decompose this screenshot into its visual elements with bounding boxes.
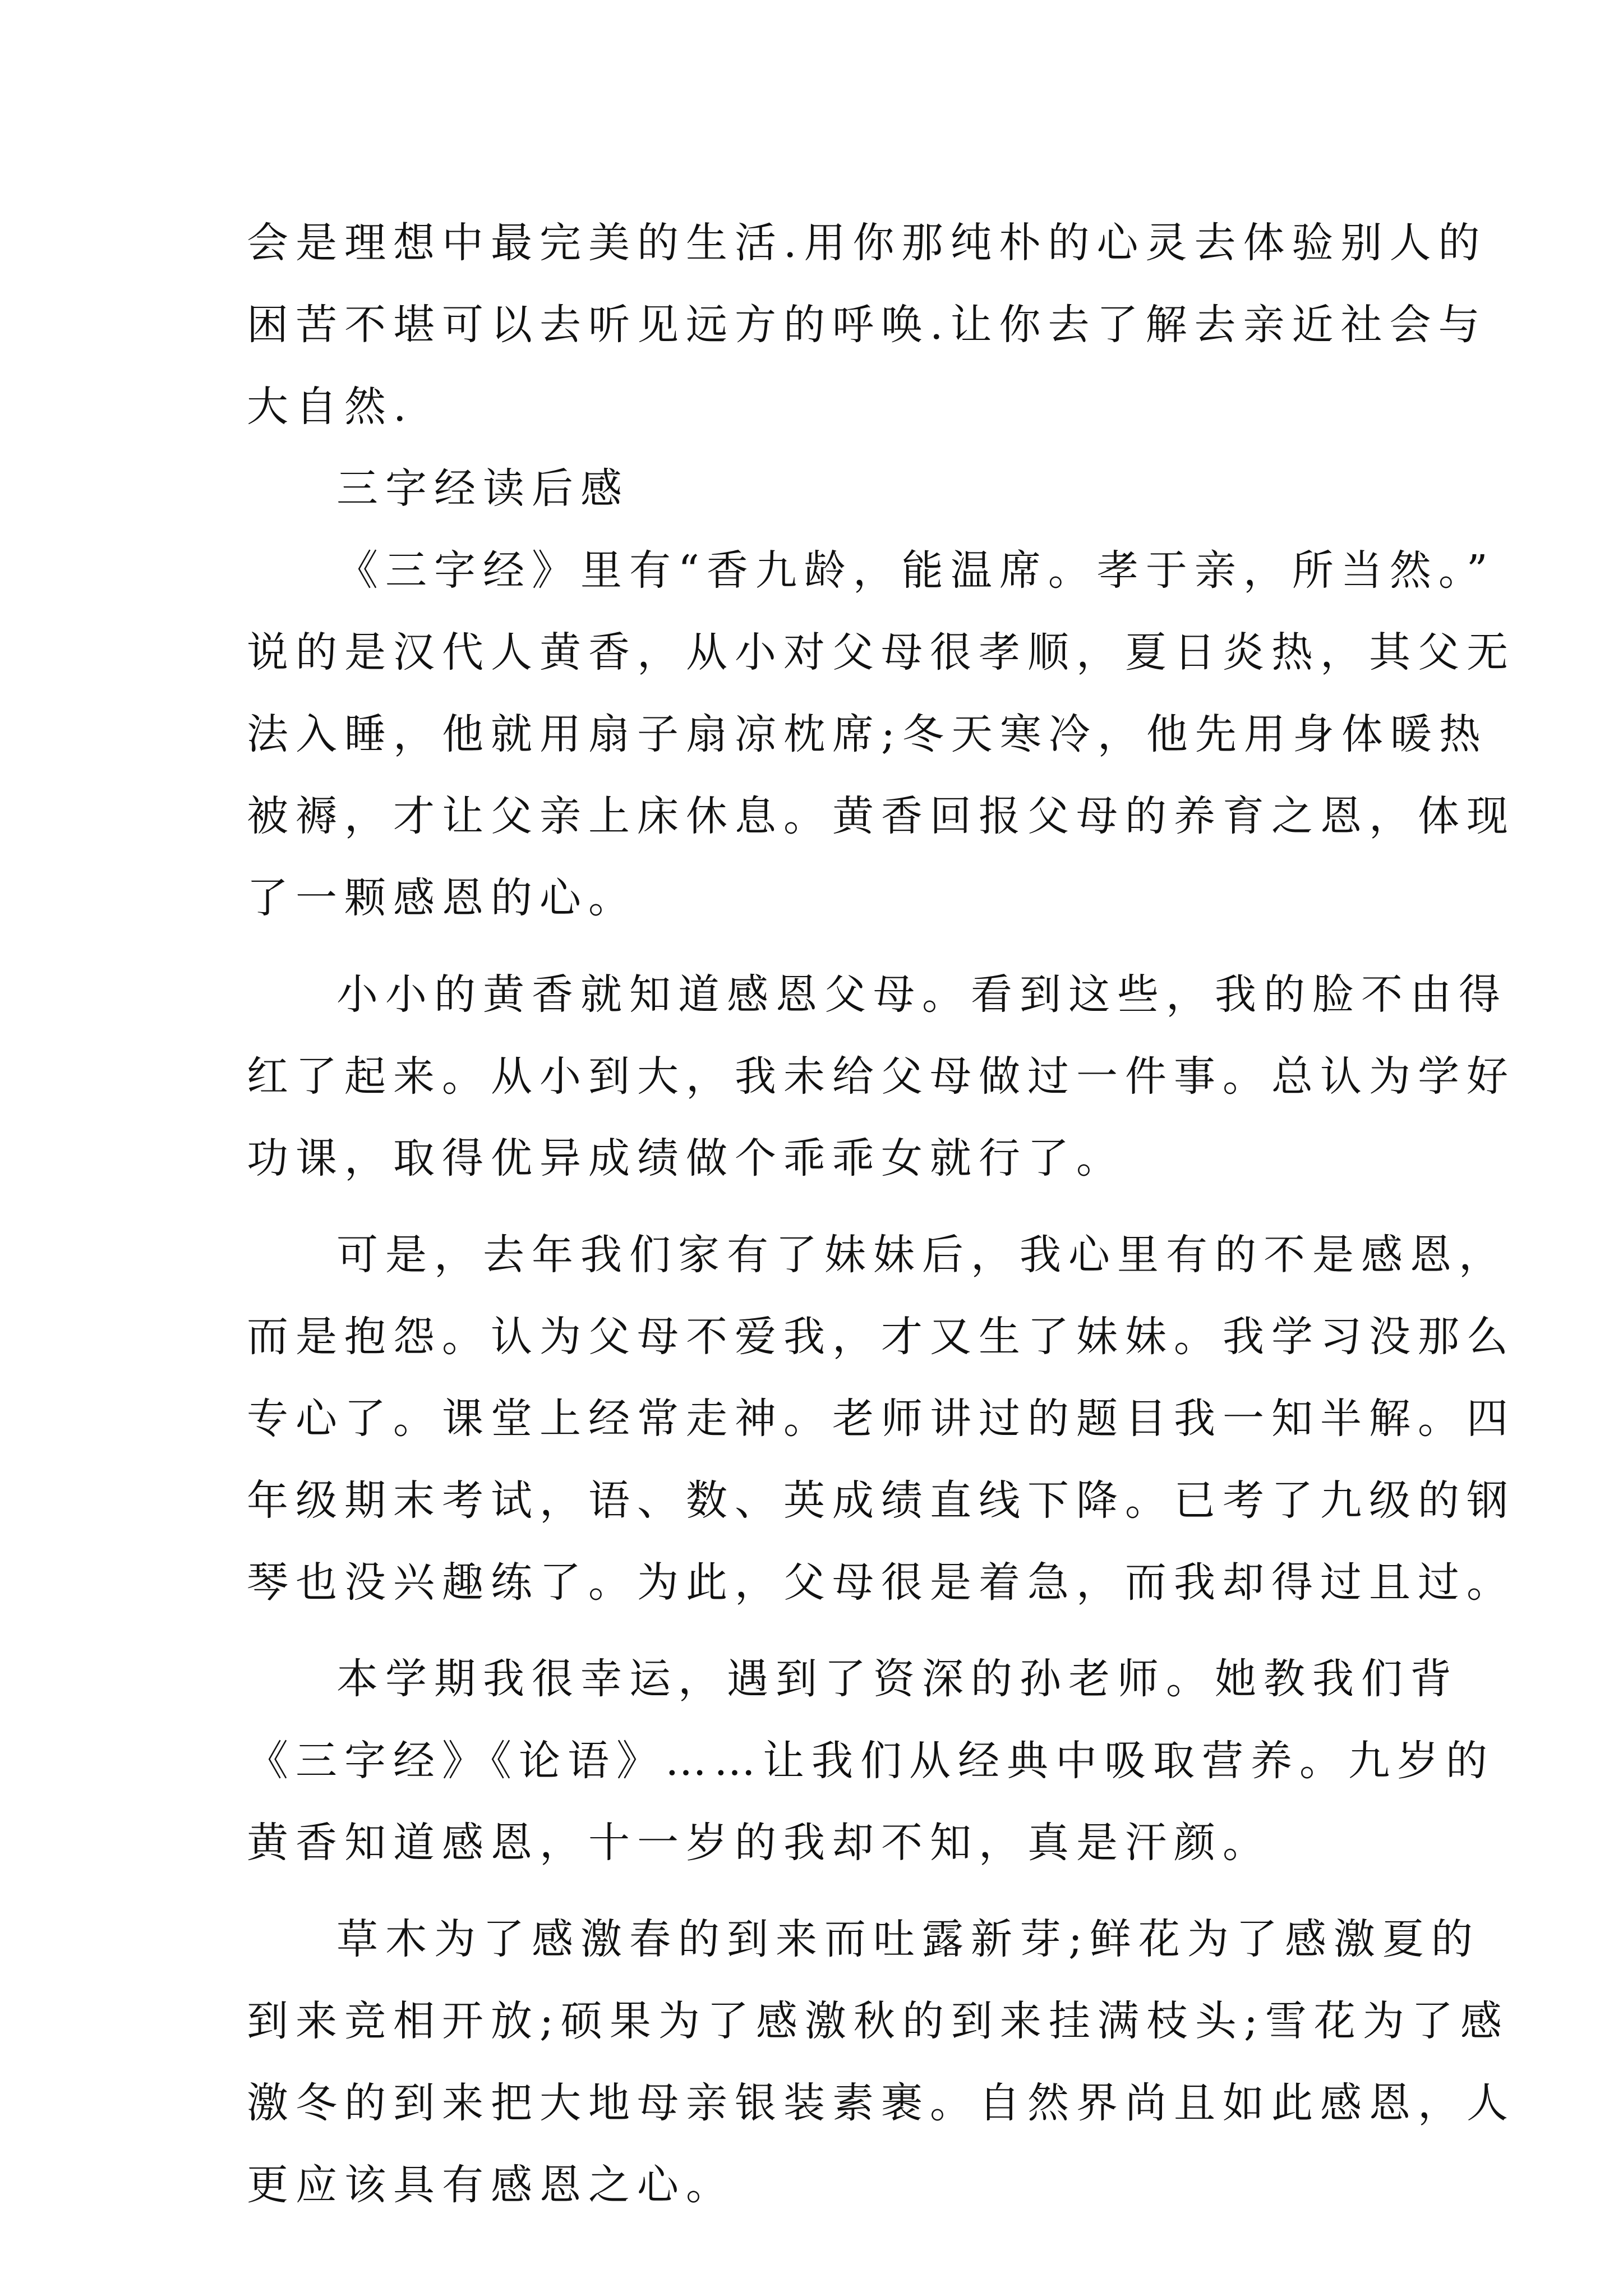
- text-line: 会是理想中最完美的生活.用你那纯朴的心灵去体验别人的: [247, 219, 1487, 267]
- text-line: 大自然.: [247, 383, 414, 431]
- paragraph-gap: [247, 1199, 1413, 1214]
- section-title: 三字经读后感: [336, 464, 629, 513]
- text-line: 困苦不堪可以去听见远方的呼唤.让你去了解去亲近社会与: [247, 301, 1487, 349]
- text-line: 说的是汉代人黄香，从小对父母很孝顺，夏日炎热，其父无: [247, 628, 1515, 677]
- text-line: 琴也没兴趣练了。为此，父母很是着急，而我却得过且过。: [247, 1558, 1515, 1607]
- text-line: 红了起来。从小到大，我未给父母做过一件事。总认为学好: [247, 1052, 1515, 1101]
- text-line: 本学期我很幸运，遇到了资深的孙老师。她教我们背: [336, 1655, 1459, 1703]
- text-line: 到来竞相开放;硕果为了感激秋的到来挂满枝头;雪花为了感: [247, 1997, 1509, 2045]
- paragraph-gap: [247, 939, 1413, 954]
- paragraph-gap: [247, 1884, 1413, 1898]
- text-line: 《三字经》里有“香九龄，能温席。孝于亲，所当然。”: [336, 546, 1495, 595]
- text-line: 可是，去年我们家有了妹妹后，我心里有的不是感恩，: [336, 1231, 1507, 1279]
- text-line: 被褥，才让父亲上床休息。黄香回报父母的养育之恩，体现: [247, 792, 1515, 840]
- text-line: 专心了。课堂上经常走神。老师讲过的题目我一知半解。四: [247, 1395, 1515, 1443]
- document-body: [247, 202, 1515, 2226]
- text-line: 法入睡，他就用扇子扇凉枕席;冬天寒冷，他先用身体暖热: [247, 710, 1488, 758]
- text-line: 激冬的到来把大地母亲银装素裹。自然界尚且如此感恩，人: [247, 2079, 1515, 2127]
- text-line: 了一颗感恩的心。: [247, 874, 637, 922]
- text-line: 小小的黄香就知道感恩父母。看到这些，我的脸不由得: [336, 970, 1507, 1019]
- text-line: 黄香知道感恩，十一岁的我却不知，真是汗颜。: [247, 1819, 1271, 1867]
- text-line: 《三字经》《论语》……让我们从经典中吸取营养。九岁的: [247, 1737, 1495, 1785]
- text-line: 更应该具有感恩之心。: [247, 2161, 735, 2209]
- text-line: 草木为了感激春的到来而吐露新芽;鲜花为了感激夏的: [336, 1915, 1480, 1963]
- text-line: 功课，取得优异成绩做个乖乖女就行了。: [247, 1134, 1125, 1182]
- paragraph-gap: [247, 1623, 1413, 1638]
- text-line: 年级期末考试，语、数、英成绩直线下降。已考了九级的钢: [247, 1476, 1515, 1525]
- text-line: 而是抱怨。认为父母不爱我，才又生了妹妹。我学习没那么: [247, 1313, 1515, 1361]
